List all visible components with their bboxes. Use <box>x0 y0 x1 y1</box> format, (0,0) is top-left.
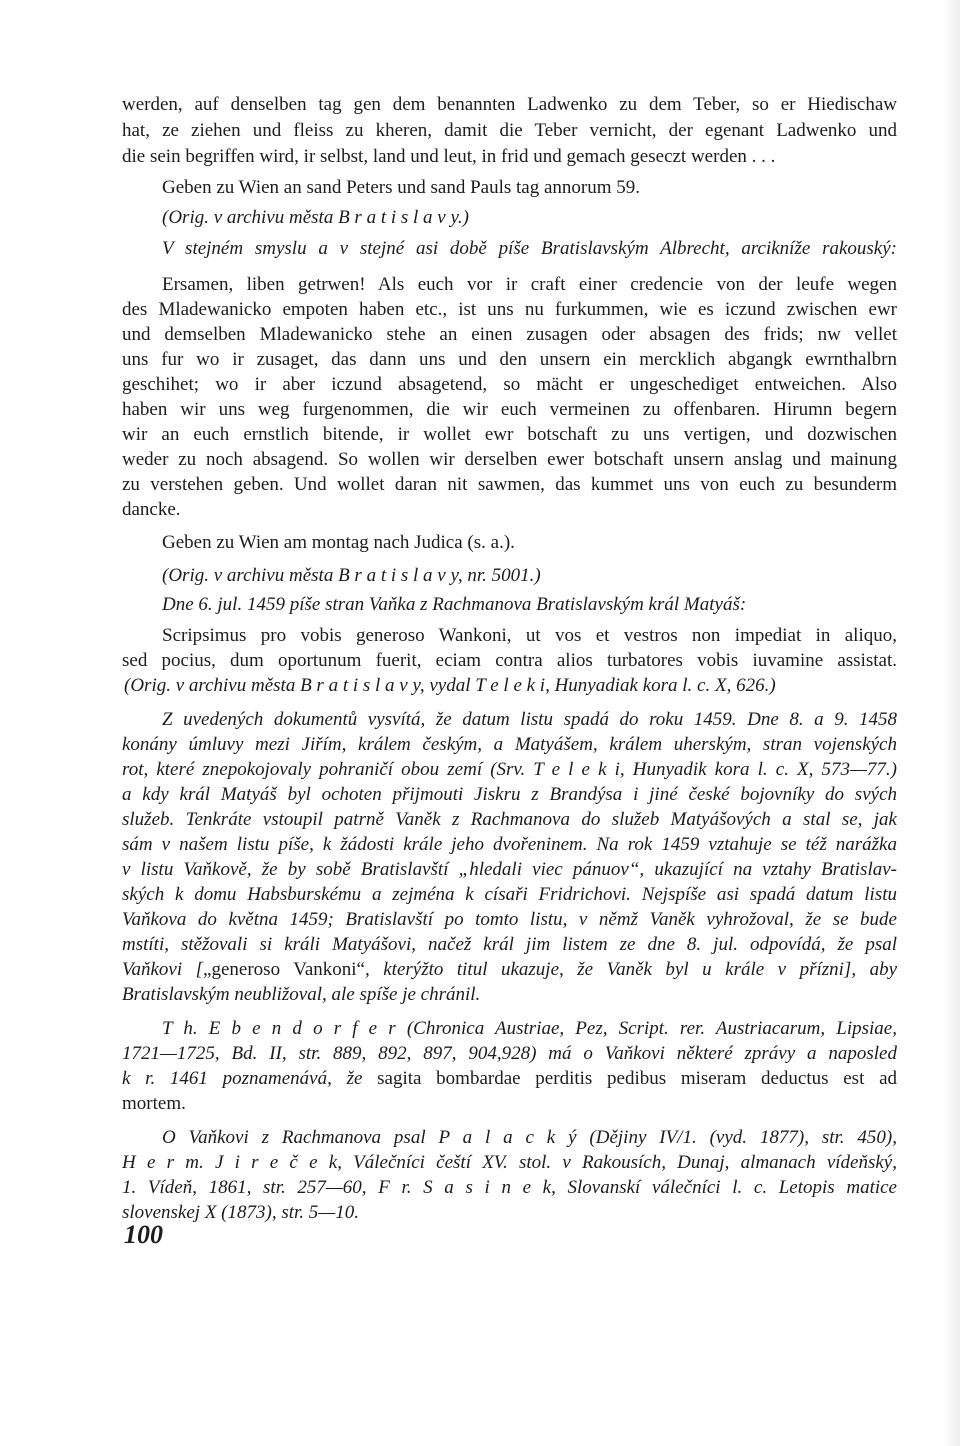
quoted-latin-segment: „generoso Vankoni“ <box>203 959 365 980</box>
text-segment: k r. 1461 poznamenává, že <box>122 1068 378 1089</box>
quoted-latin-segment: sagita bombardae perditis pedibus miseram deductus est ad <box>377 1068 897 1089</box>
text-line: sám v našem listu píše, k žádosti krále jeho dvořeninem. Na rok 1459 vztahuje se též narážka <box>122 834 897 855</box>
text-line: dancke. <box>122 499 181 520</box>
text-line: Bratislavským neubližoval, ale spíše je chránil. <box>122 984 481 1005</box>
text-segment: , kterýžto titul ukazuje, že Vaněk byl u krále v přízni], aby <box>364 959 897 980</box>
matyas-introduction <box>122 592 897 617</box>
text-line: v listu Vaňkově, že by sobě Bratislavští „hledali viec pánuov“, ukazující na vztahy Bratislav- <box>122 859 897 880</box>
text-line: mortem. <box>122 1093 186 1114</box>
text-line: sed pocius, dum oportunum fuerit, eciam contra alios turbatores vobis iuvamine assistat. <box>122 650 897 671</box>
text-line: wir an euch ernstlich bitende, ir wollet ewr botschaft zu uns vertigen, und dozwischen <box>122 424 897 445</box>
text-line: werden, auf denselben tag gen dem benannten Ladwenko zu dem Teber, so er Hiedischaw <box>122 94 897 115</box>
archive-citation <box>122 205 897 230</box>
text-line: Scripsimus pro vobis generoso Wankoni, ut vos et vestros non impediat in aliquo, <box>162 625 897 646</box>
text-line <box>122 1066 897 1091</box>
page-number: 100 <box>124 1220 163 1249</box>
letter-dating <box>122 175 897 200</box>
text-line: Z uvedených dokumentů vysvítá, že datum listu spadá do roku 1459. Dne 8. a 9. 1458 <box>162 709 897 730</box>
text-line: 1. Vídeň, 1861, str. 257—60, F r. S a s i n e k, Slovanskí válečníci l. c. Letopis matice <box>122 1177 897 1198</box>
text-line: V stejném smyslu a v stejné asi době píše Bratislavským Albrecht, arcikníže rakouský: <box>162 238 897 259</box>
text-line: 1721—1725, Bd. II, str. 889, 892, 897, 904,928) má o Vaňkovi některé zprávy a naposled <box>122 1043 897 1064</box>
text-line: (Orig. v archivu města B r a t i s l a v y.) <box>162 207 469 228</box>
albrecht-letter-dating <box>122 530 897 555</box>
text-line: Ersamen, liben getrwen! Als euch vor ir craft einer credencie von der leufe wegen <box>162 274 897 295</box>
text-line: uns fur wo ir zusaget, das dann uns und den unsern ein mercklich abgangk ewrnthalbrn <box>122 349 897 370</box>
literature-note <box>122 1125 897 1225</box>
text-line: die sein begriffen wird, ir selbst, land und leut, in frid und gemach geseczt werden . . . <box>122 146 776 167</box>
text-line: geschihet; wo ir aber iczund absagetend, so mächt er ungeschediget entweichen. Also <box>122 374 897 395</box>
text-line: des Mladewanicko empoten haben etc., ist uns nu furkummen, wie es iczund zwischen ewr <box>122 299 897 320</box>
matyas-letter-text <box>122 623 897 673</box>
text-line: hat, ze ziehen und fleiss zu kheren, damit die Teber vernicht, der egenant Ladwenko und <box>122 120 897 141</box>
text-line: a kdy král Matyáš byl ochoten přijmouti Jiskru z Brandýsa i jiné české bojovníky do svých <box>122 784 897 805</box>
ebendorfer-note <box>122 1016 897 1116</box>
text-line: (Orig. v archivu města B r a t i s l a v y, vydal T e l e k i, Hunyadiak kora l. c. X, 626.) <box>124 675 776 696</box>
text-line <box>122 957 897 982</box>
text-line: (Orig. v archivu města B r a t i s l a v y, nr. 5001.) <box>162 565 541 586</box>
text-line: O Vaňkovi z Rachmanova psal P a l a c k ý (Dějiny IV/1. (vyd. 1877), str. 450), <box>162 1127 897 1148</box>
albrecht-introduction <box>122 236 897 261</box>
text-line: weder zu noch absagend. So wollen wir derselben ewer botschaft unsern anslag und mainung <box>122 449 897 470</box>
text-line: haben wir uns weg furgenommen, die wir euch vermeinen zu offenbaren. Hirumn begern <box>122 399 897 420</box>
scan-edge-shadow <box>942 0 960 1446</box>
letter-closing-paragraph <box>122 92 897 170</box>
text-line: T h. E b e n d o r f e r (Chronica Austriae, Pez, Script. rer. Austriacarum, Lipsiae, <box>162 1018 897 1039</box>
text-line: Dne 6. jul. 1459 píše stran Vaňka z Rachmanova Bratislavským král Matyáš: <box>162 594 747 615</box>
archive-citation <box>122 673 897 698</box>
book-page <box>122 92 897 1249</box>
text-line: zu verstehen geben. Und wollet daran nit sawmen, das kummet uns von euch zu besunderm <box>122 474 897 495</box>
commentary-paragraph <box>122 707 897 1007</box>
text-line: ských k domu Habsburskému a zejména k císaři Fridrichovi. Nejspíše asi spadá datum listu <box>122 884 897 905</box>
text-line: služeb. Tenkráte vstoupil patrně Vaněk z Rachmanova do služeb Matyášových a stal se, jak <box>122 809 897 830</box>
text-line: H e r m. J i r e č e k, Válečníci čeští XV. stol. v Rakousích, Dunaj, almanach vídeňský, <box>122 1152 897 1173</box>
text-segment: Vaňkovi [ <box>122 959 204 980</box>
text-line: slovenskej X (1873), str. 5—10. <box>122 1202 359 1223</box>
text-line: Vaňkova do května 1459; Bratislavští po tomto listu, v němž Vaněk vyhrožoval, že se bude <box>122 909 897 930</box>
text-line: rot, které znepokojovaly pohraničí obou zemí (Srv. T e l e k i, Hunyadik kora l. c. X, 573—77.) <box>122 759 897 780</box>
text-line: Geben zu Wien am montag nach Judica (s. a.). <box>162 532 515 553</box>
text-line: konány úmluvy mezi Jiřím, králem českým, a Matyášem, králem uherským, stran vojenských <box>122 734 897 755</box>
text-line: und demselben Mladewanicko stehe an einen zusagen oder absagen des frids; nw vellet <box>122 324 897 345</box>
text-line: Geben zu Wien an sand Peters und sand Pauls tag annorum 59. <box>162 177 641 198</box>
archive-citation <box>122 563 897 588</box>
albrecht-letter-text <box>122 272 897 522</box>
text-line: mstíti, stěžovali si králi Matyášovi, načež král jim listem ze dne 8. jul. odpovídá, že psal <box>122 934 897 955</box>
